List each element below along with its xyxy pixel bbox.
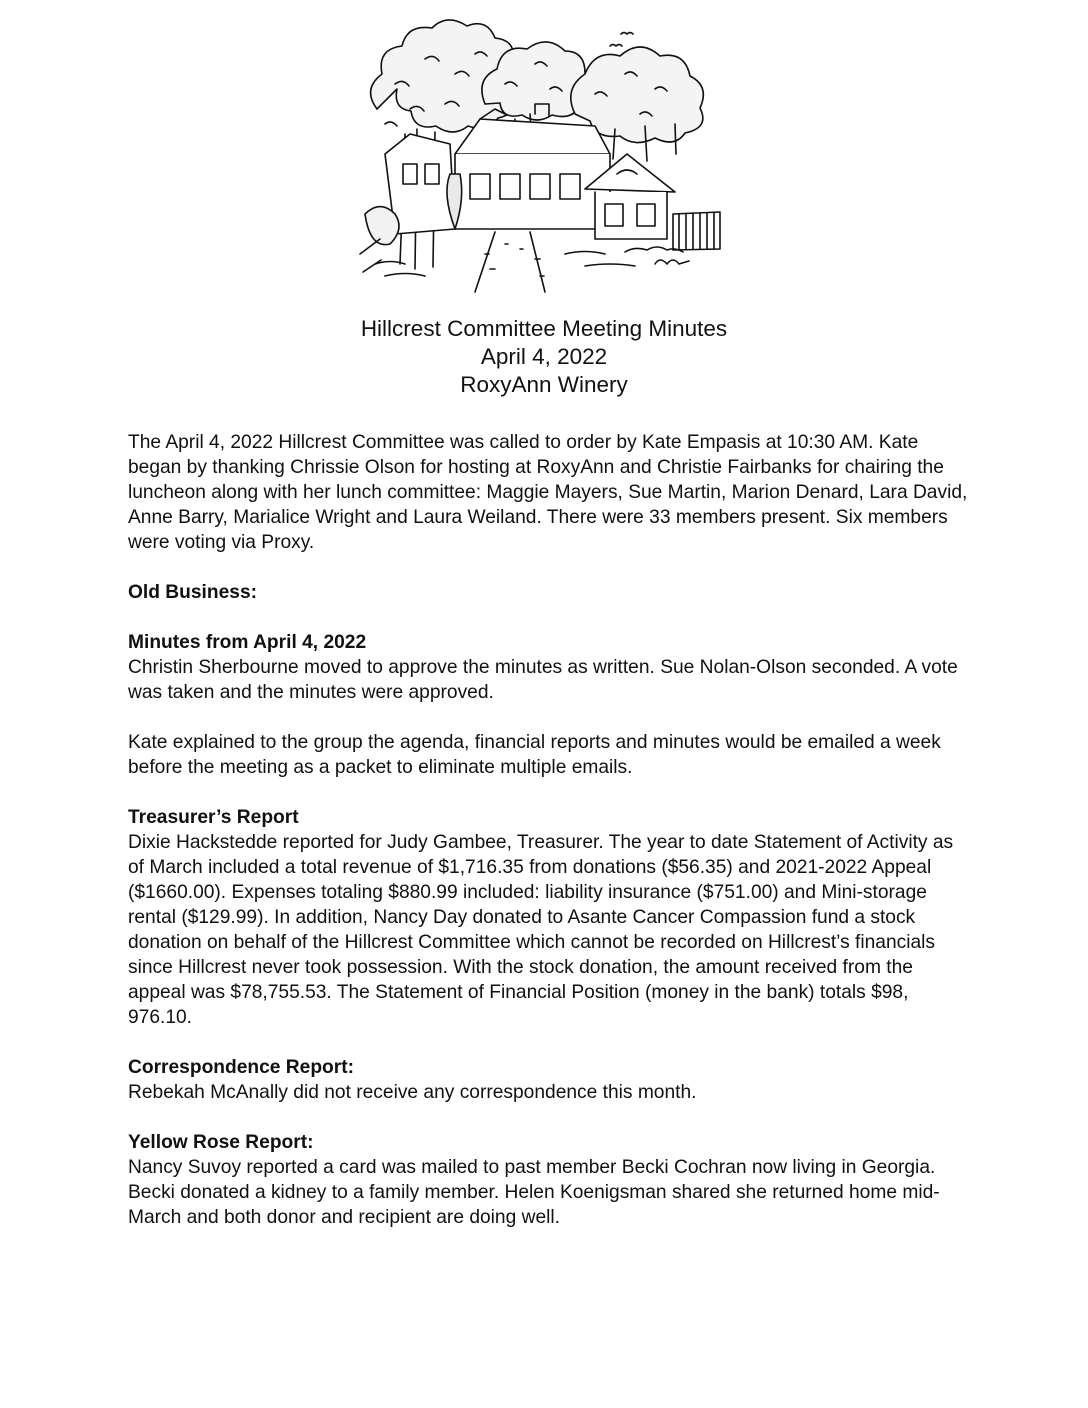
correspondence-heading: Correspondence Report:: [128, 1057, 355, 1078]
yellow-rose-text: Nancy Suvoy reported a card was mailed to past member Becki Cochran now living in Georgia. Becki donated a kidney to a family member. Helen Koenigsman shared she returned home mid-March and both donor and recipient are doing well.: [128, 1157, 940, 1228]
treasurer-text: Dixie Hackstedde reported for Judy Gambee, Treasurer. The year to date Statement of Activity as of March included a total revenue of $1,716.35 from donations ($56.35) and 2021-2022 Appeal ($1660.00). Expenses totaling $880.99 included: liability insurance ($751.00) and Mini-storage rental ($129.99). In addition, Nancy Day donated to Asante Cancer Compassion fund a stock donation on behalf of the Hillcrest Committee which cannot be recorded on Hillcrest’s financials since Hillcrest never took possession. With the stock donation, the amount received from the appeal was $78,755.53. The Statement of Financial Position (money in the bank) totals $98, 976.10.: [128, 832, 954, 1028]
treasurer-section: [128, 805, 973, 1030]
yellow-rose-heading: Yellow Rose Report:: [128, 1132, 314, 1153]
minutes-text: Christin Sherbourne moved to approve the minutes as written. Sue Nolan-Olson seconded. A vote was taken and the minutes were approved.: [128, 657, 958, 703]
intro-paragraph: The April 4, 2022 Hillcrest Committee was called to order by Kate Empasis at 10:30 AM. Kate began by thanking Chrissie Olson for hosting at RoxyAnn and Christie Fairbanks for chairing the luncheon along with her lunch committee: Maggie Mayers, Sue Martin, Marion Denard, Lara David, Anne Barry, Marialice Wright and Laura Weiland. There were 33 members present. Six members were voting via Proxy.: [128, 432, 968, 553]
treasurer-heading: Treasurer’s Report: [128, 807, 299, 828]
title-line-2: April 4, 2022: [480, 344, 608, 369]
minutes-body: [128, 430, 973, 1255]
agenda-note: Kate explained to the group the agenda, financial reports and minutes would be emailed a week before the meeting as a packet to eliminate multiple emails.: [128, 732, 941, 778]
document-title: [0, 315, 1088, 399]
house-illustration: [355, 14, 745, 299]
old-business-heading: Old Business:: [128, 582, 258, 603]
minutes-heading: Minutes from April 4, 2022: [128, 632, 367, 653]
correspondence-text: Rebekah McAnally did not receive any correspondence this month.: [128, 1082, 697, 1103]
title-line-3: RoxyAnn Winery: [460, 372, 628, 397]
minutes-section: [128, 630, 973, 705]
title-line-1: Hillcrest Committee Meeting Minutes: [360, 316, 728, 341]
correspondence-section: [128, 1055, 973, 1105]
yellow-rose-section: [128, 1130, 973, 1230]
